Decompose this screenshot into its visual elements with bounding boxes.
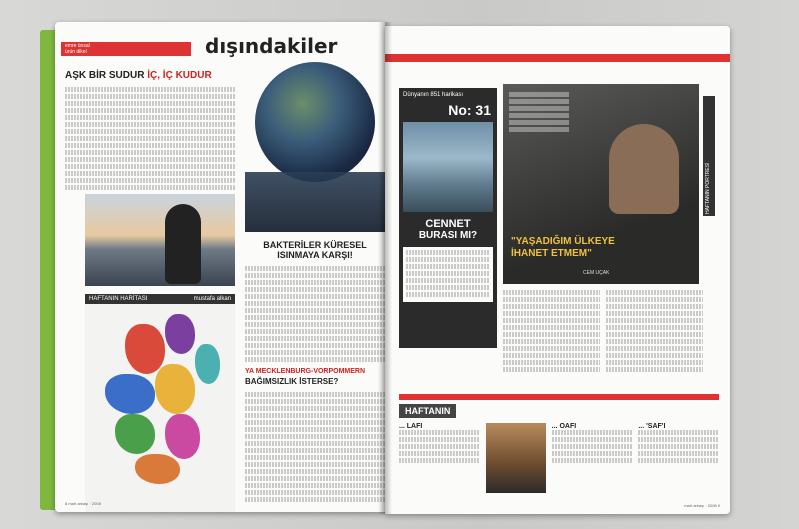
portrait-body [503,290,703,374]
man-face-icon [609,124,679,214]
globe-icon [255,62,375,182]
oafi-box: ... OAFI [552,423,633,493]
article-ask-body [65,87,235,190]
map-author: mustafa alkan [193,296,231,302]
article-mecklenburg [245,368,385,504]
globe-photo [245,62,385,232]
article-ask [65,70,235,192]
article-mecklenburg-body [245,392,385,502]
map-box [85,294,235,502]
article-bakteri-title: BAKTERİLER KÜRESEL ISINMAYA KARŞI! [263,240,367,260]
europe-map [85,304,235,512]
map-header [85,294,235,304]
cennet-photo [403,122,493,212]
no-label: No: 31 [448,102,491,118]
portrait-quote: "YAŞADIĞIM ÜLKEYE İHANET ETMEM" [511,236,615,259]
woman-photo [486,423,546,493]
author-2: ürün dikel [65,49,87,55]
article-mecklenburg-title: BAĞIMSIZLIK İSTERSE? [245,377,339,386]
article-ask-title: AŞK BİR SUDUR İÇ, İÇ KUDUR [65,70,212,81]
dunyanin-label: Dünyanın 851 harikası [403,92,464,98]
map-label: HAFTANIN HARİTASI [89,296,148,302]
right-page [385,26,730,514]
author-1: emre ünsal [65,43,90,49]
header-red-bar [385,54,730,62]
left-page [55,22,385,512]
cennet-title-1: CENNET [425,218,471,230]
portrait-author: CEM UÇAK [583,270,610,276]
portrait-intro [509,92,569,134]
haftanin-section [399,394,719,493]
right-footer: mart arkaşı · 2008 9 [684,503,720,508]
author-tag [61,42,191,56]
page-gutter [378,22,392,514]
haftanin-title: HAFTANIN [399,404,456,418]
left-footer: 8 mart arkaşı · 2008 [65,501,101,506]
lafi-box: ... LAFI [399,423,480,493]
cennet-title-2: BURASI MI? [418,230,478,241]
cennet-box [399,88,497,348]
couple-photo [85,194,235,286]
article-bakteri [245,240,385,364]
portrait-side-label: HAFTANIN PORTRESİ [703,96,715,216]
cennet-body [403,247,493,302]
safi-box: ... 'SAF'I [638,423,719,493]
article-mecklenburg-title-red: YA MECKLENBURG-VORPOMMERN [245,368,366,375]
article-bakteri-body [245,266,385,362]
portrait-photo [503,84,699,284]
section-title: dışındakiler [205,34,338,58]
couple-silhouette-icon [165,204,201,284]
